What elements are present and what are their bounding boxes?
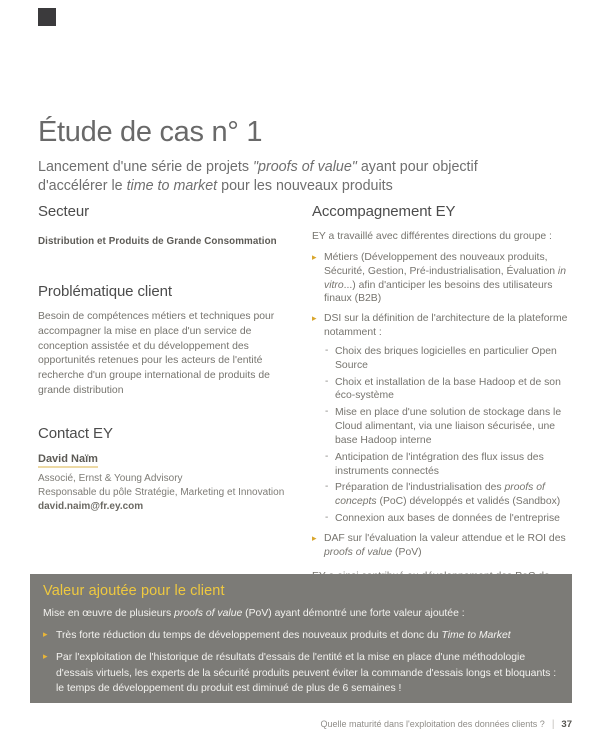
- bullet-text: DAF sur l'évaluation la valeur attendue et le ROI des proofs of value (PoV): [324, 532, 566, 558]
- sub-bullet-dash-icon: -: [325, 512, 329, 524]
- value-box-bullet-list: [43, 628, 559, 697]
- contact-heading: Contact EY: [38, 424, 113, 442]
- value-bullet-item: [43, 628, 559, 643]
- sub-bullet-item: [324, 406, 572, 447]
- sub-bullet-text: Mise en place d'une solution de stockage dans le Cloud alimentant, via une liaison sécurisée, une base Hadoop interne: [335, 407, 562, 446]
- bullet-item: [312, 251, 572, 306]
- sub-bullet-text: Anticipation de l'intégration des flux issus des instruments connectés: [335, 451, 544, 477]
- bullet-item: [312, 312, 572, 526]
- value-box-intro: Mise en œuvre de plusieurs proofs of value (PoV) ayant démontré une forte valeur ajoutée :: [43, 608, 465, 619]
- bullet-arrow-icon: ▸: [312, 313, 317, 324]
- sub-bullet-dash-icon: -: [325, 450, 329, 462]
- sub-bullet-dash-icon: -: [325, 344, 329, 356]
- accompagnement-intro: EY a travaillé avec différentes directions du groupe :: [312, 231, 552, 242]
- value-bullet-text: Très forte réduction du temps de développement des nouveaux produits et donc du Time to Market: [56, 630, 511, 641]
- sub-bullet-text: Choix et installation de la base Hadoop et de son éco-système: [335, 376, 561, 402]
- bullet-item: [312, 532, 572, 560]
- bullet-arrow-icon: ▸: [312, 252, 317, 262]
- sub-bullet-item: [324, 451, 572, 479]
- value-added-box: [30, 574, 572, 703]
- footer-separator: |: [551, 719, 555, 730]
- bullet-text: DSI sur la définition de l'architecture de la plateforme notamment :: [324, 313, 568, 339]
- sub-bullet-dash-icon: -: [325, 406, 329, 418]
- contact-name: David Naïm: [38, 453, 98, 468]
- sub-bullet-text: Connexion aux bases de données de l'entreprise: [335, 513, 560, 525]
- content-columns: [38, 203, 572, 598]
- page-subtitle: Lancement d'une série de projets "proofs of value" ayant pour objectif d'accélérer le time to market pour les nouveaux produits: [38, 159, 478, 194]
- sub-bullet-dash-icon: -: [325, 375, 329, 387]
- left-column: [38, 203, 296, 598]
- sub-bullet-item: [324, 481, 572, 509]
- contact-role-2: Responsable du pôle Stratégie, Marketing et Innovation: [38, 486, 285, 498]
- page-number: 37: [561, 719, 572, 730]
- secteur-heading: Secteur: [38, 203, 89, 220]
- contact-email-link[interactable]: david.naim@fr.ey.com: [38, 500, 144, 512]
- contact-role-1: Associé, Ernst & Young Advisory: [38, 472, 183, 484]
- right-column: [312, 203, 572, 598]
- page-header: [38, 116, 538, 196]
- value-box-title: Valeur ajoutée pour le client: [43, 583, 225, 599]
- problematique-heading: Problématique client: [38, 283, 172, 300]
- corner-marker: [38, 8, 56, 26]
- sub-bullet-dash-icon: -: [325, 481, 329, 493]
- value-bullet-item: [43, 650, 559, 696]
- sub-bullet-list: [324, 345, 572, 526]
- bullet-arrow-icon: ▸: [43, 651, 48, 662]
- bullet-arrow-icon: ▸: [312, 532, 317, 543]
- sub-bullet-text: Choix des briques logicielles en particulier Open Source: [335, 345, 557, 371]
- bullet-text: Métiers (Développement des nouveaux produits, Sécurité, Gestion, Pré-industrialisation, Évaluation in vitro...) afin d'anticiper les besoins des utilisateurs finaux (B2B): [324, 252, 566, 305]
- value-bullet-text: Par l'exploitation de l'historique de résultats d'essais de l'entité et la mise en place d'une méthodologie d'essais virtuels, les experts de la sécurité produits peuvent éviter la commande d'essais longs et bloquants : le temps de développement du produit est diminué de plus de 6 semaines !: [56, 652, 557, 695]
- accompagnement-bullet-list: [312, 251, 572, 560]
- sub-bullet-item: [324, 345, 572, 373]
- accompagnement-heading: Accompagnement EY: [312, 203, 456, 220]
- bullet-arrow-icon: ▸: [43, 629, 48, 639]
- sub-bullet-text: Préparation de l'industrialisation des proofs of concepts (PoC) développés et validés (Sandbox): [335, 482, 561, 508]
- footer-text: Quelle maturité dans l'exploitation des données clients ?: [320, 719, 545, 729]
- problematique-body: Besoin de compétences métiers et techniques pour accompagner la mise en place d'un service de conception assistée et du développement des opportunités retenues pour les acteurs de l'entité recherche d'un groupe international de produits de grande distribution: [38, 311, 275, 396]
- sub-bullet-item: [324, 376, 572, 404]
- page-footer: [320, 719, 572, 730]
- secteur-value: Distribution et Produits de Grande Consommation: [38, 236, 277, 247]
- page-title: Étude de cas n° 1: [38, 116, 263, 148]
- sub-bullet-item: [324, 512, 572, 526]
